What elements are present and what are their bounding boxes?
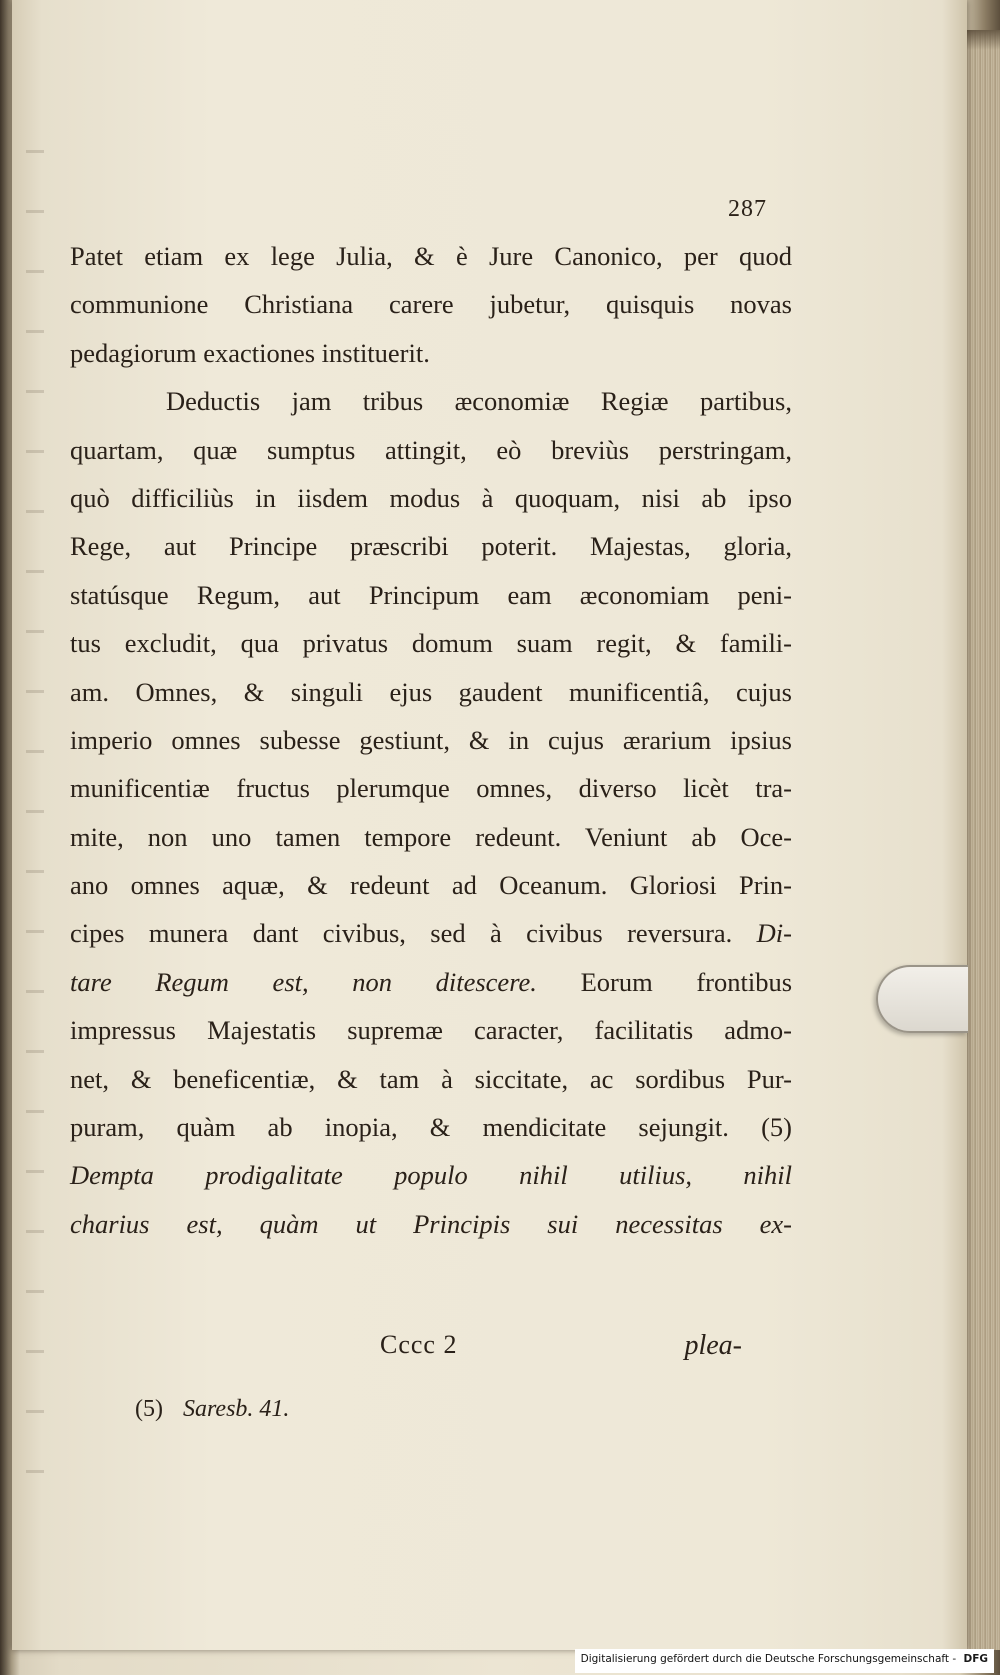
text-line: ano omnes aquæ, & redeunt ad Oceanum. Gloriosi Prin- <box>70 870 792 901</box>
page-footer-row <box>70 1330 792 1376</box>
text-line: tare Regum est, non ditescere. Eorum frontibus <box>70 966 793 997</box>
text-line: imperio omnes subesse gestiunt, & in cujus ærarium ipsius <box>70 724 792 755</box>
text-line: Patet etiam ex lege Julia, & è Jure Canonico, per quod <box>70 241 792 271</box>
text-line: net, & beneficentiæ, & tam à siccitate, ac sordibus Pur- <box>70 1063 792 1094</box>
italic-line: charius est, quàm ut Principis sui necessitas ex- <box>70 1208 792 1239</box>
catchword: plea- <box>684 1330 742 1361</box>
italic-line: Dempta prodigalitate populo nihil utilius, nihil <box>70 1160 792 1191</box>
signature-mark: Cccc 2 <box>380 1330 458 1359</box>
text-line: communione Christiana carere jubetur, quisquis novas <box>70 289 792 320</box>
text-line: tus excludit, qua privatus domum suam regit, & famili- <box>70 628 792 659</box>
footnote-text: Saresb. 41. <box>182 1396 290 1422</box>
italic-text: tare Regum est, non ditescere. <box>70 966 537 997</box>
text-line: quò difficiliùs in iisdem modus à quoquam, nisi ab ipso <box>70 482 792 513</box>
bookmark-tab <box>876 965 968 1033</box>
digitization-credit <box>575 1649 994 1673</box>
dfg-logo: DFG <box>963 1653 988 1665</box>
text-line: Rege, aut Principe præscribi poterit. Majestas, gloria, <box>70 531 792 562</box>
body-text <box>70 232 792 1248</box>
text-line: mite, non uno tamen tempore redeunt. Veniunt ab Oce- <box>70 821 792 852</box>
text-line: quartam, quæ sumptus attingit, eò breviùs perstringam, <box>70 434 792 465</box>
credit-text: Digitalisierung gefördert durch die Deutsche Forschungsgemeinschaft - <box>580 1653 957 1665</box>
text-line: pedagiorum exactiones instituerit. <box>70 337 430 368</box>
footnote <box>135 1396 289 1423</box>
text-line: impressus Majestatis supremæ caracter, facilitatis admo- <box>70 1015 792 1046</box>
page-edges <box>967 30 1000 1650</box>
footnote-number: (5) <box>135 1396 163 1422</box>
page-number: 287 <box>728 196 767 222</box>
italic-text: Di- <box>756 918 792 949</box>
show-through-text <box>26 120 44 1520</box>
text-line: am. Omnes, & singuli ejus gaudent munificentiâ, cujus <box>70 676 792 707</box>
text-line: cipes munera dant civibus, sed à civibus reversura. Di- <box>70 918 792 949</box>
text-line: puram, quàm ab inopia, & mendicitate sejungit. (5) <box>70 1112 792 1143</box>
text-line: statúsque Regum, aut Principum eam æconomiam peni- <box>70 579 792 610</box>
text-line: munificentiæ fructus plerumque omnes, diverso licèt tra- <box>70 773 792 804</box>
paragraph-start-line: Deductis jam tribus æconomiæ Regiæ partibus, <box>166 386 792 417</box>
